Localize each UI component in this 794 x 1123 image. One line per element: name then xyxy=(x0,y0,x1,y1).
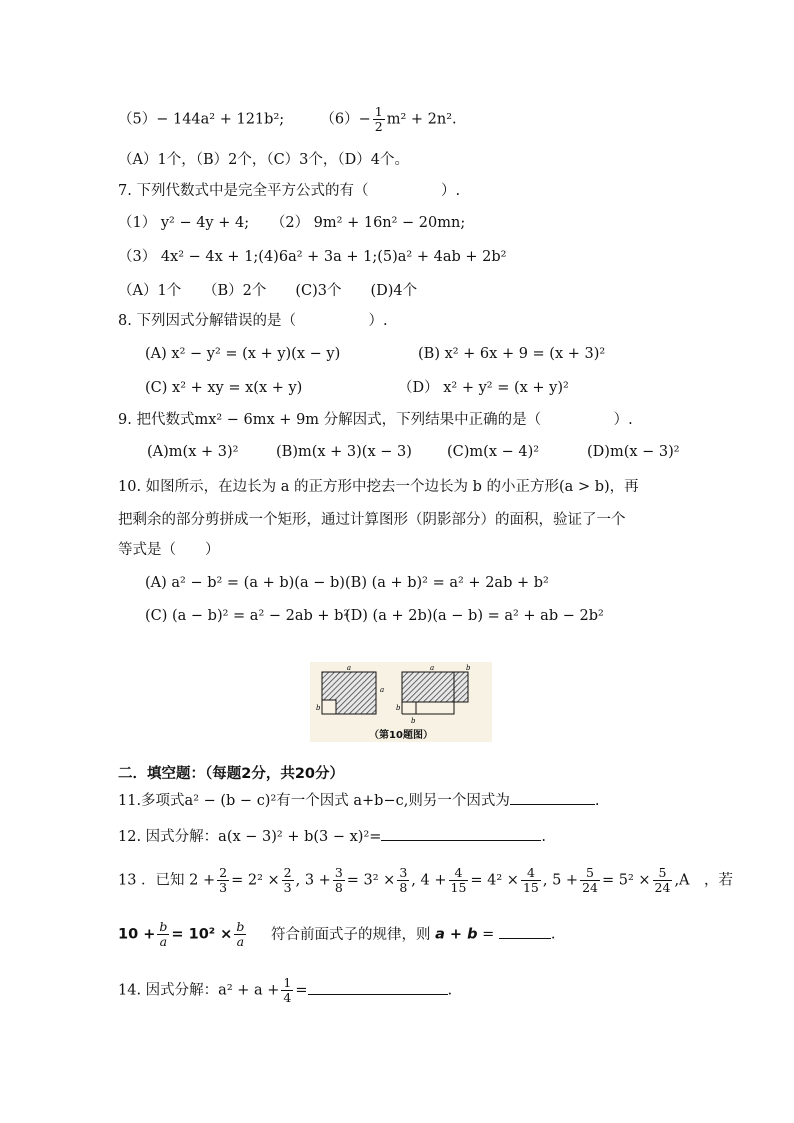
q9-option-b: (B)m(x + 3)(x − 3) xyxy=(276,444,412,460)
label-b-rect-bottom: b xyxy=(411,717,416,725)
figure-caption: （第10题图） xyxy=(369,730,433,741)
fraction: $\frac{3}{8}$ xyxy=(399,865,408,895)
q7-options-1: （1） y² − 4y + 4; （2） 9m² + 16n² − 20mn; xyxy=(118,215,466,231)
section-2-heading: 二．填空题：（每题2分，共20分） xyxy=(118,766,345,782)
question-11: 11.多项式a² − (b − c)²有一个因式 a+b−c,则另一个因式为 . xyxy=(118,790,599,811)
question-12: 12. 因式分解：a(x − 3)² + b(3 − x)²= . xyxy=(118,826,546,847)
q11-answer-blank[interactable] xyxy=(510,790,595,805)
question-10-line-2: 把剩余的部分剪拼成一个矩形，通过计算图形（阴影部分）的面积，验证了一个 xyxy=(118,512,626,528)
q10-figure-drawing xyxy=(310,662,492,726)
items-5-6-text: （5）− 144a² + 121b²; （6）− xyxy=(118,111,371,128)
q12-answer-blank[interactable] xyxy=(381,826,541,841)
q9-option-c: (C)m(x − 4)² xyxy=(447,444,540,460)
question-13-continued: 10 + $\frac{b}{a}$ = 10² × $\frac{b}{a}$ 符合前面式子的规律，则 a + b = . xyxy=(118,919,556,949)
q7-options-2: （3） 4x² − 4x + 1;(4)6a² + 3a + 1;(5)a² + 4ab + 2b² xyxy=(118,249,507,265)
q10-option-d: (D) (a + 2b)(a − b) = a² + ab − 2b² xyxy=(345,608,604,624)
q12-text: 12. 因式分解：a(x − 3)² + b(3 − x)²= xyxy=(118,829,382,845)
fraction: $\frac{5}{24}$ xyxy=(654,865,671,895)
fraction: $\frac{b}{a}$ xyxy=(236,919,245,949)
question-7: 7. 下列代数式中是完全平方公式的有（ ）. xyxy=(118,183,461,199)
q8-option-a: (A) x² − y² = (x + y)(x − y) xyxy=(145,346,341,362)
fraction: $\frac{2}{3}$ xyxy=(283,865,292,895)
q13-answer-blank[interactable] xyxy=(499,924,551,939)
question-10-line-3: 等式是（ ） xyxy=(118,542,220,558)
q7-choices: （A）1个 （B）2个 (C)3个 (D)4个 xyxy=(118,283,418,299)
label-b-rect-left: b xyxy=(396,704,401,712)
question-13: 13 ．已知 2 + $\frac{2}{3}$ = 2² × $\frac{2}{3}$ , 3 + $\frac{3}{8}$ = 3² × $\frac{3}{8}$ , 4 + $\frac{4}{15}$ = 4² × $\frac{4}{15}$ , 5 + $\frac{5}{24}$ = 5² × $\frac{5}{24}$ ,A ，若 xyxy=(118,865,734,895)
question-14: 14. 因式分解：a² + a + $\frac{1}{4}$ = . xyxy=(118,975,453,1005)
question-9: 9. 把代数式mx² − 6mx + 9m 分解因式，下列结果中正确的是（ ）. xyxy=(118,412,633,428)
question-10-line-1: 10. 如图所示，在边长为 a 的正方形中挖去一个边长为 b 的小正方形(a > b)，再 xyxy=(118,479,639,495)
items-6-tail: m² + 2n². xyxy=(386,111,457,128)
fraction: $\frac{3}{8}$ xyxy=(334,865,343,895)
q8-option-b: (B) x² + 6x + 9 = (x + 3)² xyxy=(418,346,606,362)
fraction: $\frac{2}{3}$ xyxy=(219,865,228,895)
label-b-rect-top: b xyxy=(466,664,471,672)
fraction: $\frac{4}{15}$ xyxy=(522,865,539,895)
q10-option-c: (C) (a − b)² = a² − 2ab + b² xyxy=(145,608,350,624)
q8-option-c: (C) x² + xy = x(x + y) xyxy=(145,380,303,396)
question-8: 8. 下列因式分解错误的是（ ）. xyxy=(118,313,388,329)
q10-figure xyxy=(310,662,492,742)
label-a-rect: a xyxy=(430,664,435,672)
label-b-left: b xyxy=(316,704,321,712)
q11-text: 11.多项式a² − (b − c)²有一个因式 a+b−c,则另一个因式为 xyxy=(118,793,510,809)
q9-option-d: (D)m(x − 3)² xyxy=(587,444,680,460)
q9-option-a: (A)m(x + 3)² xyxy=(147,444,239,460)
q6-choices: （A）1个，（B）2个，（C）3个，（D）4个。 xyxy=(118,152,409,168)
fraction: $\frac{5}{24}$ xyxy=(582,865,598,895)
q10-option-b: (B) (a + b)² = a² + 2ab + b² xyxy=(345,575,549,591)
fraction: $\frac{1}{4}$ xyxy=(283,975,292,1005)
q14-answer-blank[interactable] xyxy=(308,980,448,995)
label-a-side: a xyxy=(380,686,385,694)
q10-option-a: (A) a² − b² = (a + b)(a − b) xyxy=(145,575,345,591)
label-a-top: a xyxy=(346,664,352,672)
fraction: $\frac{b}{a}$ xyxy=(159,919,168,949)
q8-option-d: （D） x² + y² = (x + y)² xyxy=(398,380,569,396)
fraction: $\frac{4}{15}$ xyxy=(450,865,467,895)
q6-items-line xyxy=(118,105,457,134)
fraction: $\frac{1}{2}$ xyxy=(374,104,383,134)
